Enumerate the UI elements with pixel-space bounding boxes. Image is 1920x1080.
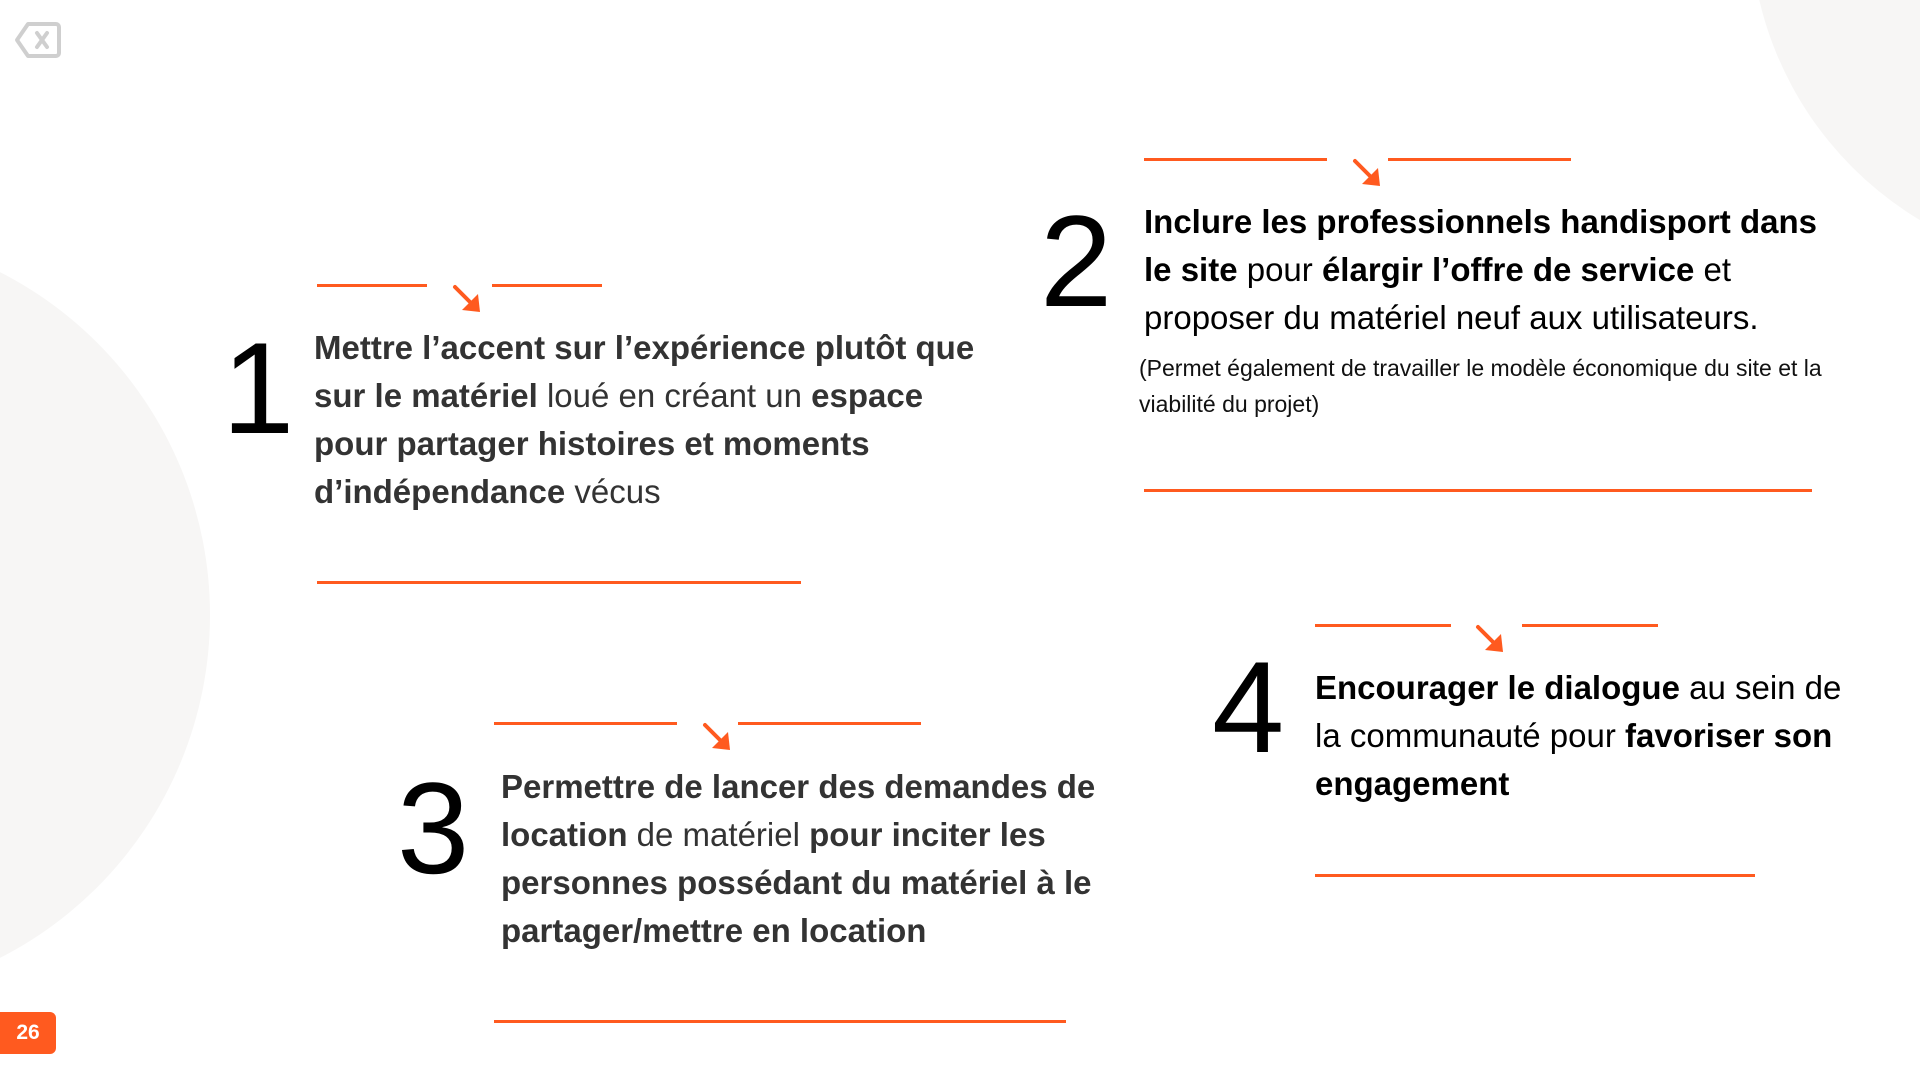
text-run: au sein de la communauté pour <box>1315 669 1842 754</box>
text-run: de matériel <box>627 816 810 853</box>
item-4-text <box>1315 664 1855 808</box>
page-number-badge: 26 <box>0 1012 56 1054</box>
item-2-note: (Permet également de travailler le modèle économique du site et la viabilité du projet) <box>1139 355 1822 417</box>
item-2-text <box>1144 198 1834 342</box>
item-3-text <box>501 763 1101 955</box>
text-run: pour <box>1237 251 1322 288</box>
arrow-down-right-icon <box>1352 158 1384 190</box>
item-3-number: 3 <box>397 755 470 901</box>
arrow-down-right-icon <box>1475 624 1507 656</box>
background-circle-left <box>0 230 210 1000</box>
item-1-number: 1 <box>222 315 295 461</box>
close-icon[interactable] <box>14 20 62 60</box>
item-4-top-line-right <box>1522 624 1658 627</box>
item-1-top-line-left <box>317 284 427 287</box>
arrow-down-right-icon <box>702 722 734 754</box>
text-run: vécus <box>565 473 661 510</box>
item-1-bottom-line <box>317 581 801 584</box>
bold-text-run: espace pour partager histoires et moments d’indépendance <box>314 377 924 510</box>
item-2-bottom-line <box>1144 489 1812 492</box>
bold-text-run: Inclure les professionnels handisport dans le site <box>1144 203 1817 288</box>
bold-text-run: Mettre l’accent sur l’expérience plutôt que sur le matériel <box>314 329 975 414</box>
item-2-number: 2 <box>1040 188 1113 334</box>
bold-text-run: Encourager le dialogue <box>1315 669 1680 706</box>
item-4-bottom-line <box>1315 874 1755 877</box>
bold-text-run: élargir l’offre de service <box>1321 251 1695 288</box>
item-3-bottom-line <box>494 1020 1066 1023</box>
item-4-number: 4 <box>1212 634 1285 780</box>
bold-text-run: favoriser son engagement <box>1315 717 1833 802</box>
item-2-top-line-left <box>1144 158 1327 161</box>
arrow-down-right-icon <box>452 284 484 316</box>
item-4-top-line-left <box>1315 624 1451 627</box>
item-2-top-line-right <box>1388 158 1571 161</box>
item-1-text <box>314 324 994 516</box>
item-3-top-line-right <box>738 722 921 725</box>
text-run: et proposer du matériel neuf aux utilisateurs. <box>1144 251 1759 336</box>
item-3-top-line-left <box>494 722 677 725</box>
text-run: loué en créant un <box>537 377 812 414</box>
bold-text-run: Permettre de lancer des demandes de location <box>501 768 1096 853</box>
bold-text-run: pour inciter les personnes possédant du matériel à le partager/mettre en location <box>501 816 1092 949</box>
item-1-top-line-right <box>492 284 602 287</box>
